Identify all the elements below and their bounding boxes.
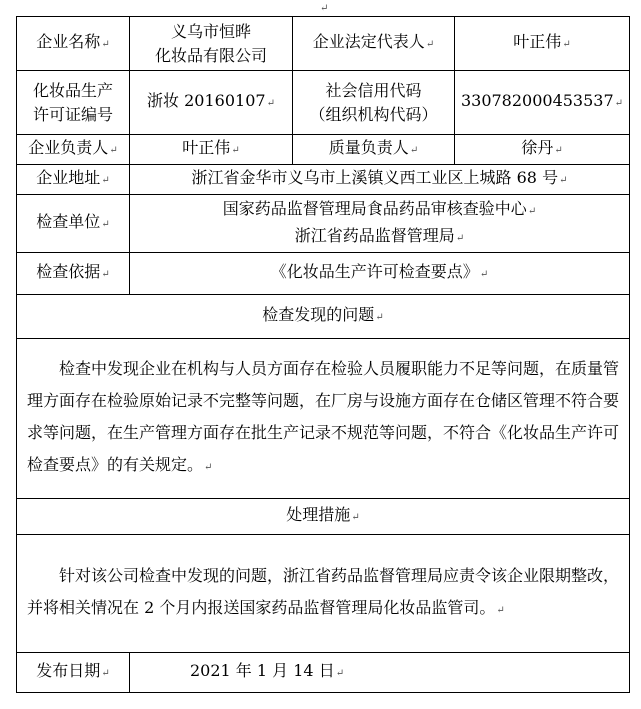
legal-rep-value: 叶正伟↵ xyxy=(455,17,630,71)
license-value: 浙妆 20160107↵ xyxy=(130,71,293,135)
company-name-value: 义乌市恒晔 化妆品有限公司 xyxy=(130,17,293,71)
release-date-label: 发布日期↵ xyxy=(17,653,130,693)
license-label: 化妆品生产 许可证编号 xyxy=(17,71,130,135)
row-release-date xyxy=(17,653,630,693)
row-findings-text xyxy=(17,339,630,499)
row-findings-header xyxy=(17,295,630,339)
inspection-unit-label: 检查单位↵ xyxy=(17,195,130,253)
paragraph-mark-top: ↵ xyxy=(320,3,329,14)
measures-header: 处理措施↵ xyxy=(17,499,630,535)
responsible-value: 叶正伟↵ xyxy=(130,135,293,165)
company-name-label: 企业名称↵ xyxy=(17,17,130,71)
row-measures-text xyxy=(17,535,630,653)
findings-text: 检查中发现企业在机构与人员方面存在检验人员履职能力不足等问题，在质量管理方面存在检验原始记录不完整等问题，在厂房与设施方面存在仓储区管理不符合要求等问题，在生产管理方面存在批生产记录不规范等问题，不符合《化妆品生产许可检查要点》的有关规定。↵ xyxy=(17,339,630,499)
quality-label: 质量负责人↵ xyxy=(293,135,455,165)
row-license xyxy=(17,71,630,135)
row-responsible xyxy=(17,135,630,165)
responsible-label: 企业负责人↵ xyxy=(17,135,130,165)
row-address xyxy=(17,165,630,195)
inspection-unit-value: 国家药品监督管理局食品药品审核查验中心↵ 浙江省药品监督管理局↵ xyxy=(130,195,630,253)
row-company xyxy=(17,17,630,71)
row-inspection-basis xyxy=(17,253,630,295)
inspection-basis-label: 检查依据↵ xyxy=(17,253,130,295)
address-label: 企业地址↵ xyxy=(17,165,130,195)
quality-value: 徐丹↵ xyxy=(455,135,630,165)
findings-header: 检查发现的问题↵ xyxy=(17,295,630,339)
address-value: 浙江省金华市义乌市上溪镇义西工业区上城路 68 号↵ xyxy=(130,165,630,195)
legal-rep-label: 企业法定代表人↵ xyxy=(293,17,455,71)
row-inspection-unit xyxy=(17,195,630,253)
measures-text: 针对该公司检查中发现的问题，浙江省药品监督管理局应责令该企业限期整改，并将相关情况在 2 个月内报送国家药品监督管理局化妆品监管司。↵ xyxy=(17,535,630,653)
inspection-info-table xyxy=(16,16,630,693)
release-date-value: 2021 年 1 月 14 日↵ xyxy=(130,653,630,693)
row-measures-header xyxy=(17,499,630,535)
credit-code-label: 社会信用代码 （组织机构代码） xyxy=(293,71,455,135)
inspection-basis-value: 《化妆品生产许可检查要点》↵ xyxy=(130,253,630,295)
credit-code-value: 330782000453537↵ xyxy=(455,71,630,135)
